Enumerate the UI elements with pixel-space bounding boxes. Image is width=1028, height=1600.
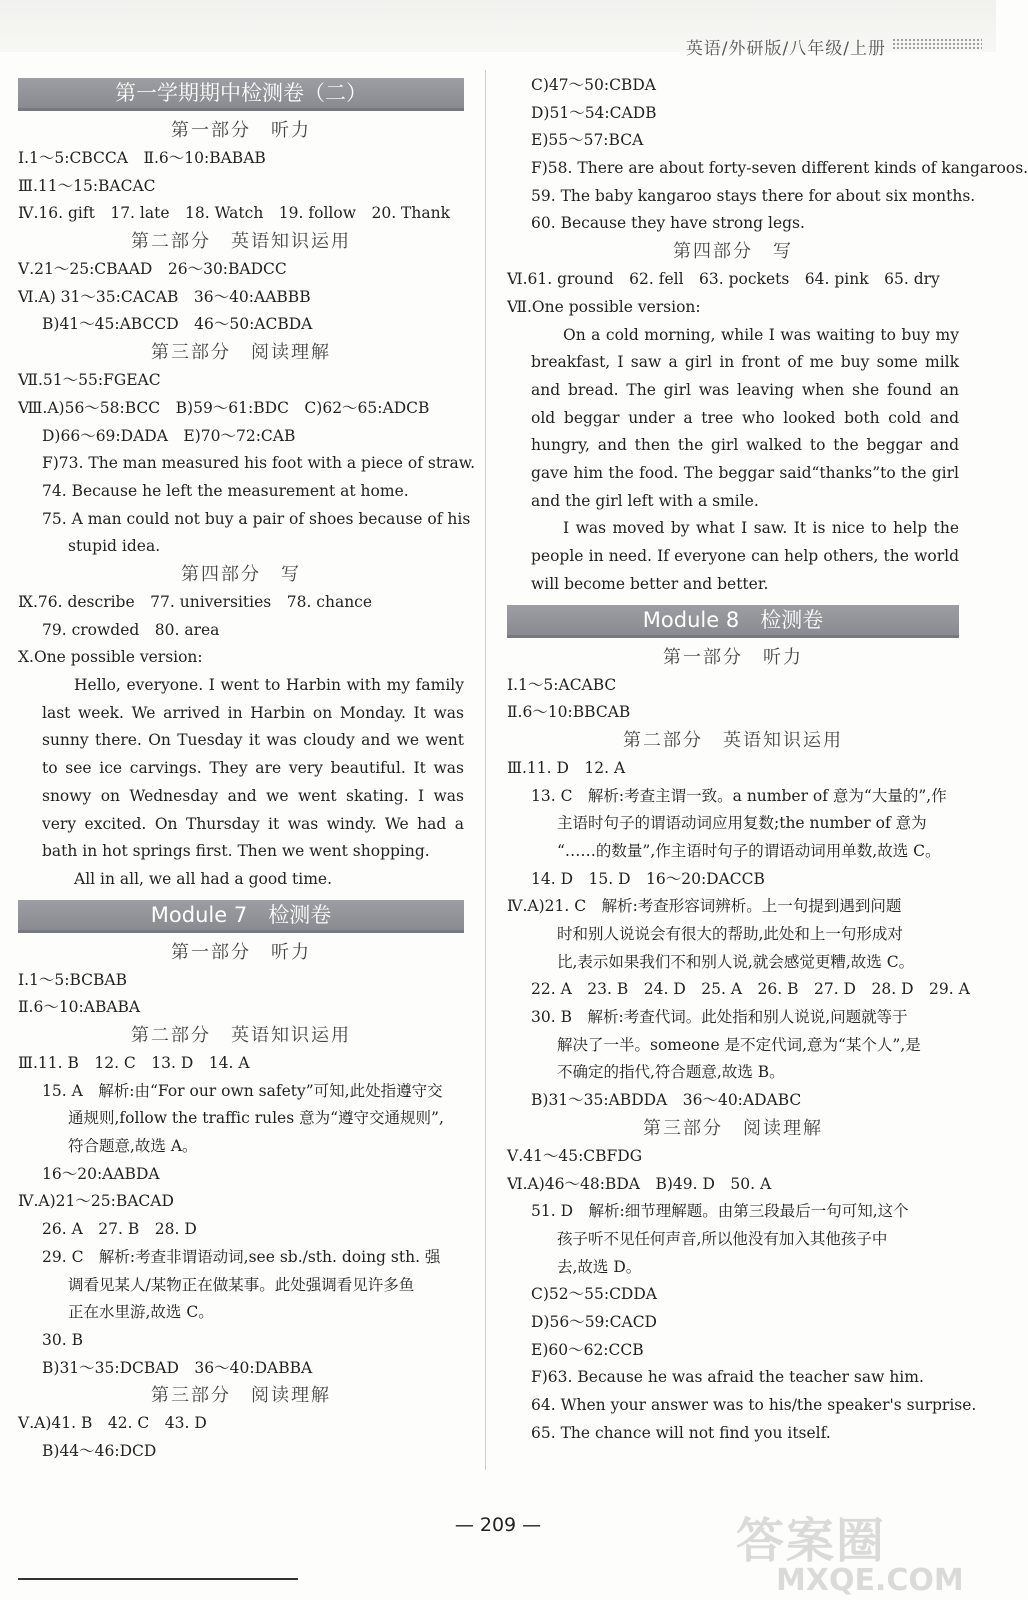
answer-line: Ⅰ.1～5:ACABC xyxy=(507,675,617,694)
answer-line: D)66～69:DADA E)70～72:CAB xyxy=(42,426,296,445)
essay-paragraph xyxy=(507,322,959,516)
answer-line: C)52～55:CDDA xyxy=(531,1285,657,1304)
answer-line: E)55～57:BCA xyxy=(531,131,644,150)
answer-line: 59. The baby kangaroo stays there for about six months. xyxy=(531,186,976,205)
answer-line: 30. B xyxy=(42,1330,83,1349)
part-heading: 第一部分 听力 xyxy=(663,646,803,668)
answer-line: Ⅵ.A) 31～35:CACAB 36～40:AABBB xyxy=(18,287,311,306)
answer-line: Ⅴ.41～45:CBFDG xyxy=(507,1146,643,1165)
answer-line: Ⅴ.A)41. B 42. C 43. D xyxy=(18,1414,207,1433)
answer-line: 孩子听不见任何声音,所以他没有加入其他孩子中 xyxy=(557,1229,888,1248)
part-heading: 第四部分 写 xyxy=(673,241,793,263)
answer-line: 正在水里游,故选 C。 xyxy=(68,1303,214,1322)
answer-line: Ⅳ.A)21～25:BACAD xyxy=(18,1192,174,1211)
left-column xyxy=(18,72,476,1466)
part-heading: 第二部分 英语知识运用 xyxy=(131,231,351,253)
column-divider xyxy=(485,70,486,1470)
header-dot-pattern xyxy=(892,38,982,50)
page-header xyxy=(0,0,996,59)
watermark-logo-text: 答案圈 xyxy=(736,1513,887,1569)
answer-line: Ⅰ.1～5:BCBAB xyxy=(18,970,128,989)
answer-line: 不确定的指代,符合题意,故选 B。 xyxy=(557,1063,785,1082)
answer-line: Ⅸ.76. describe 77. universities 78. chance xyxy=(18,592,373,611)
answer-line: 74. Because he left the measurement at home. xyxy=(42,481,409,500)
answer-line: 75. A man could not buy a pair of shoes because of his xyxy=(42,509,471,528)
answer-line: Ⅲ.11. D 12. A xyxy=(507,758,626,777)
answer-line: B)31～35:ABDDA 36～40:ADABC xyxy=(531,1091,802,1110)
essay-paragraph xyxy=(18,672,464,866)
answer-line: C)47～50:CBDA xyxy=(531,76,656,94)
part-heading: 第三部分 阅读理解 xyxy=(151,342,331,364)
answer-line: 主语时句子的谓语动词应用复数;the number of 意为 xyxy=(557,814,927,833)
section-title-bar: 第一学期期中检测卷（二） xyxy=(18,78,464,111)
answer-line: Ⅰ.1～5:CBCCA Ⅱ.6～10:BABAB xyxy=(18,149,266,167)
answer-line: 29. C 解析:考查非谓语动词,see sb./sth. doing sth. 强 xyxy=(42,1247,441,1266)
answer-line: 调看见某人/某物正在做某事。此处强调看见许多鱼 xyxy=(68,1275,415,1294)
answer-line: 比,表示如果我们不和别人说,就会感觉更糟,故选 C。 xyxy=(557,952,915,971)
answer-line: 26. A 27. B 28. D xyxy=(42,1220,197,1239)
part-heading: 第三部分 阅读理解 xyxy=(151,1385,331,1407)
answer-line: Ⅱ.6～10:BBCAB xyxy=(507,703,631,722)
answer-line: Ⅲ.11. B 12. C 13. D 14. A xyxy=(18,1054,250,1072)
answer-line: E)60～62:CCB xyxy=(531,1340,644,1359)
answer-line: Ⅲ.11～15:BACAC xyxy=(18,176,156,195)
answer-line: 51. D 解析:细节理解题。由第三段最后一句可知,这个 xyxy=(531,1202,909,1221)
essay-paragraph xyxy=(507,515,959,598)
essay-paragraph xyxy=(18,866,464,894)
answer-line: D)56～59:CACD xyxy=(531,1312,657,1331)
essay-paragraph-text: Hello, everyone. I went to Harbin with my family last week. We arrived in Harbin on Monday. It was sunny there. On Tuesday it was cloudy and we went to see ice carvings. They are very beautiful. It was snowy on Wednesday and we went skating. I was very excited. On Thursday it was windy. We had a bath in hot springs first. Then we went shopping. xyxy=(42,676,464,861)
essay-paragraph-text: All in all, we all had a good time. xyxy=(74,869,333,888)
essay-paragraph-text: I was moved by what I saw. It is nice to help the people in need. If everyone can help others, the world will become better and better. xyxy=(531,519,959,593)
section-title-bar: Module 7 检测卷 xyxy=(18,900,464,933)
answer-line: Ⅶ.51～55:FGEAC xyxy=(18,371,161,390)
answer-line: F)73. The man measured his foot with a piece of straw. xyxy=(42,454,476,473)
answer-line: Ⅳ.16. gift 17. late 18. Watch 19. follow 20. Thank xyxy=(18,204,450,223)
answer-line: “……的数量”,作主语时句子的谓语动词用单数,故选 C。 xyxy=(557,841,941,860)
answer-line: Ⅱ.6～10:ABABA xyxy=(18,998,141,1017)
answer-line: 14. D 15. D 16～20:DACCB xyxy=(531,869,765,888)
part-heading: 第四部分 写 xyxy=(181,563,301,585)
answer-line: 通规则,follow the traffic rules 意为“遵守交通规则”, xyxy=(68,1109,444,1128)
answer-line: D)51～54:CADB xyxy=(531,103,657,122)
answer-line: Ⅹ.One possible version: xyxy=(18,648,203,667)
bottom-rule xyxy=(18,1578,298,1580)
part-heading: 第二部分 英语知识运用 xyxy=(623,729,843,751)
answer-line: Ⅵ.A)46～48:BDA B)49. D 50. A xyxy=(507,1174,772,1193)
answer-line: Ⅵ.61. ground 62. fell 63. pockets 64. pink 65. dry xyxy=(507,270,940,289)
right-column xyxy=(507,72,1028,1447)
essay-paragraph-text: On a cold morning, while I was waiting to buy my breakfast, I saw a girl in front of me buy some milk and bread. The girl was leaving when she found an old beggar under a tree who looked both cold and hungry, and then the girl walked to the beggar and gave him the food. The beggar said“thanks”to the girl and the girl left with a smile. xyxy=(531,325,959,510)
answer-line: 60. Because they have strong legs. xyxy=(531,214,805,233)
answer-line: 解决了一半。someone 是不定代词,意为“某个人”,是 xyxy=(557,1035,921,1054)
answer-line: 79. crowded 80. area xyxy=(42,620,220,639)
answer-line: 30. B 解析:考查代词。此处指和别人说说,问题就等于 xyxy=(531,1008,908,1027)
watermark-url: MXQE.COM xyxy=(776,1563,964,1598)
answer-line: Ⅳ.A)21. C 解析:考查形容词辨析。上一句提到遇到问题 xyxy=(507,897,902,916)
answer-line: 15. A 解析:由“For our own safety”可知,此处指遵守交 xyxy=(42,1081,443,1100)
site-watermark xyxy=(736,1502,976,1598)
page-number: — 209 — xyxy=(454,1514,542,1536)
answer-line: 去,故选 D。 xyxy=(557,1257,642,1276)
answer-line: F)58. There are about forty-seven different kinds of kangaroos. xyxy=(531,159,1028,178)
answer-line: 64. When your answer was to his/the speaker's surprise. xyxy=(531,1396,977,1415)
part-heading: 第一部分 听力 xyxy=(171,120,311,141)
answer-line: 时和别人说说会有很大的帮助,此处和上一句形成对 xyxy=(557,925,903,944)
answer-line: stupid idea. xyxy=(68,537,161,556)
answer-line: B)41～45:ABCCD 46～50:ACBDA xyxy=(42,315,313,334)
answer-line: 符合题意,故选 A。 xyxy=(68,1137,198,1156)
answer-line: Ⅶ.One possible version: xyxy=(507,297,701,316)
answer-line: B)44～46:DCD xyxy=(42,1441,157,1460)
answer-line: 13. C 解析:考查主谓一致。a number of 意为“大量的”,作 xyxy=(531,786,947,805)
answer-line: 22. A 23. B 24. D 25. A 26. B 27. D 28. D 29. A xyxy=(531,980,970,999)
part-heading: 第三部分 阅读理解 xyxy=(643,1117,823,1139)
answer-line: 16～20:AABDA xyxy=(42,1164,160,1183)
book-title: 英语/外研版/八年级/上册 xyxy=(685,39,886,59)
part-heading: 第二部分 英语知识运用 xyxy=(131,1025,351,1046)
answer-line: B)31～35:DCBAD 36～40:DABBA xyxy=(42,1358,313,1377)
answer-line: Ⅴ.21～25:CBAAD 26～30:BADCC xyxy=(18,260,287,279)
answer-line: 65. The chance will not find you itself. xyxy=(531,1423,831,1442)
answer-line: Ⅷ.A)56～58:BCC B)59～61:BDC C)62～65:ADCB xyxy=(18,398,430,417)
part-heading: 第一部分 听力 xyxy=(171,941,311,963)
section-title-bar: Module 8 检测卷 xyxy=(507,605,959,638)
answer-line: F)63. Because he was afraid the teacher saw him. xyxy=(531,1368,924,1387)
